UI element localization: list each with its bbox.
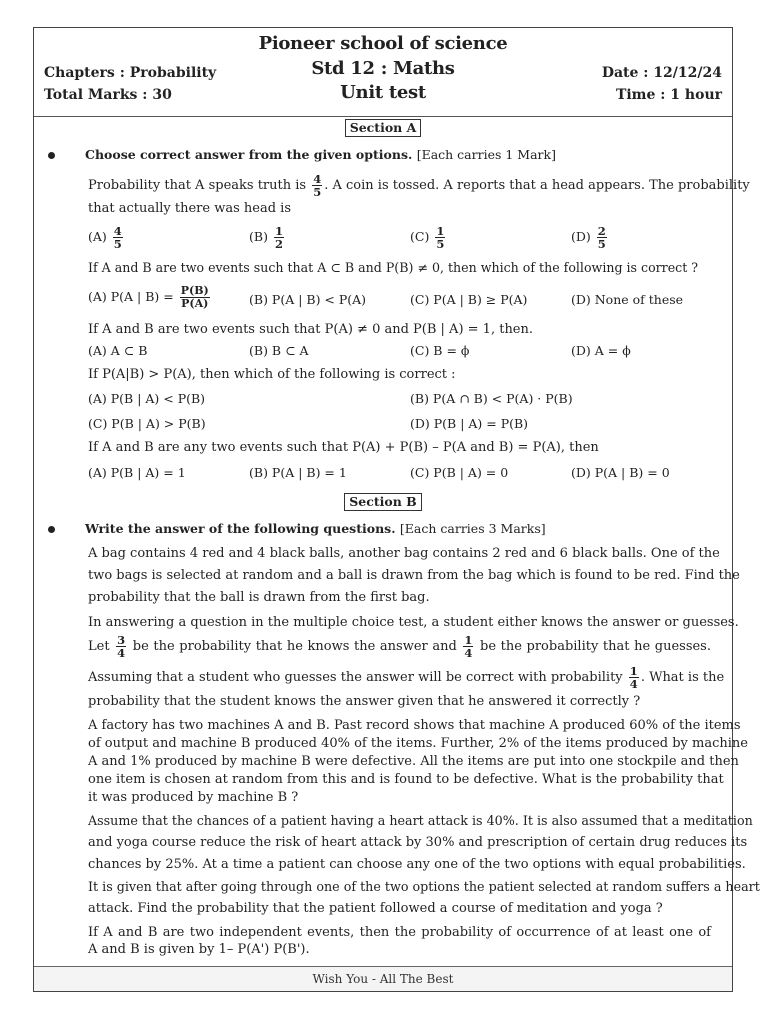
footer: Wish You - All The Best: [34, 966, 732, 991]
sb-q4-line4: It is given that after going through one of the two options the patient selected at random suffers a heart: [88, 879, 760, 894]
bullet-icon: [48, 526, 55, 533]
bullet-icon: [48, 152, 55, 159]
sa-q3-option-a: (A) A ⊂ B: [88, 343, 148, 358]
sa-q2-option-c: (C) P(A | B) ≥ P(A): [410, 292, 528, 307]
sa-q5-text: If A and B are any two events such that P(A) + P(B) – P(A and B) = P(A), then: [88, 440, 599, 455]
time-label: Time : 1 hour: [615, 87, 722, 103]
sa-q2-option-a: (A) P(A | B) = $\frac{P(B)}{P(A)}$: [88, 284, 209, 310]
sa-q3-option-b: (B) B ⊂ A: [249, 343, 309, 358]
sb-q3-line4: one item is chosen at random from this and is found to be defective. What is the probability that: [88, 772, 724, 787]
sb-q1-line1: A bag contains 4 red and 4 black balls, another bag contains 2 red and 6 black balls. One of the: [88, 546, 720, 561]
sb-q4-line2: and yoga course reduce the risk of heart attack by 30% and prescription of certain drug reduces its: [88, 835, 748, 850]
sa-q1-option-b: (B) $\frac{1}{2}$: [249, 224, 283, 251]
sb-q2-line4: probability that the student knows the answer given that he answered it correctly ?: [88, 694, 641, 709]
sb-q5-line2: A and B is given by 1– P(A') P(B').: [88, 942, 310, 957]
sb-q1-line3: probability that the ball is drawn from the first bag.: [88, 590, 430, 605]
total-marks-label: Total Marks : 30: [44, 87, 172, 103]
sa-q3-text: If A and B are two events such that P(A) ≠ 0 and P(B | A) = 1, then.: [88, 322, 534, 337]
standard-subject: Std 12 : Maths: [311, 58, 455, 79]
sb-q2-line1: In answering a question in the multiple choice test, a student either knows the answer or guesses.: [88, 615, 739, 630]
paper-header: [34, 28, 732, 117]
sb-q2-line3: Assuming that a student who guesses the answer will be correct with probability $\frac{1}{4}$ . What is the: [88, 664, 725, 691]
question-paper: [33, 27, 760, 992]
section-a-instruction: Choose correct answer from the given options. [Each carries 1 Mark]: [85, 147, 556, 162]
test-name: Unit test: [340, 82, 426, 103]
chapters-label: Chapters : Probability: [44, 65, 217, 81]
sb-q1-line2: two bags is selected at random and a ball is drawn from the bag which is found to be red. Find the: [88, 568, 740, 583]
sa-q4-option-a: (A) P(B | A) < P(B): [88, 391, 206, 406]
sb-q3-line1: A factory has two machines A and B. Past record shows that machine A produced 60% of the items: [88, 718, 741, 733]
sa-q5-option-c: (C) P(B | A) = 0: [410, 465, 509, 480]
sa-q1-line1: Probability that A speaks truth is $\frac{4}{5}$ . A coin is tossed. A reports that a head appears. The probability: [88, 172, 750, 199]
sa-q1-line2: that actually there was head is: [88, 201, 291, 216]
sb-q4-line3: chances by 25%. At a time a patient can choose any one of the two options with equal probabilities.: [88, 857, 746, 872]
sb-q3-line3: A and 1% produced by machine B were defective. All the items are put into one stockpile and then: [88, 754, 739, 769]
section-b-instruction: Write the answer of the following questions. [Each carries 3 Marks]: [85, 521, 546, 536]
section-a-title: Section A: [34, 119, 732, 137]
sa-q3-option-c: (C) B = ϕ: [410, 343, 470, 358]
sa-q2-option-d: (D) None of these: [571, 292, 684, 307]
sb-q4-line1: Assume that the chances of a patient having a heart attack is 40%. It is also assumed that a meditation: [88, 813, 753, 828]
sa-q1-option-c: (C) $\frac{1}{5}$: [410, 224, 445, 251]
sa-q5-option-d: (D) P(A | B) = 0: [571, 465, 670, 480]
sa-q5-option-a: (A) P(B | A) = 1: [88, 465, 186, 480]
sa-q1-option-a: (A) $\frac{4}{5}$: [88, 224, 122, 251]
sa-q4-text: If P(A|B) > P(A), then which of the following is correct :: [88, 367, 456, 382]
sb-q4-line5: attack. Find the probability that the patient followed a course of meditation and yoga ?: [88, 901, 663, 916]
school-name: Pioneer school of science: [258, 33, 508, 54]
sb-q5-line1: If A and B are two independent events, then the probability of occurrence of at least one of: [88, 925, 711, 940]
sa-q2-option-b: (B) P(A | B) < P(A): [249, 292, 367, 307]
sb-q3-line5: it was produced by machine B ?: [88, 790, 299, 805]
date-label: Date : 12/12/24: [601, 65, 722, 81]
sa-q4-option-b: (B) P(A ∩ B) < P(A) · P(B): [410, 391, 573, 406]
sa-q3-option-d: (D) A = ϕ: [571, 343, 631, 358]
sa-q4-option-d: (D) P(B | A) = P(B): [410, 416, 529, 431]
sb-q2-line2: Let $\frac{3}{4}$ be the probability that he knows the answer and $\frac{1}{4}$ be the probability that he guesses.: [88, 633, 711, 660]
sa-q4-option-c: (C) P(B | A) > P(B): [88, 416, 206, 431]
sa-q5-option-b: (B) P(A | B) = 1: [249, 465, 347, 480]
sa-q1-option-d: (D) $\frac{2}{5}$: [571, 224, 606, 251]
fraction: $\frac{4}{5}$: [313, 172, 322, 199]
sb-q3-line2: of output and machine B produced 40% of the items. Further, 2% of the items produced by machine: [88, 736, 748, 751]
section-b-title: Section B: [34, 493, 732, 511]
sa-q2-text: If A and B are two events such that A ⊂ B and P(B) ≠ 0, then which of the following is correct ?: [88, 260, 699, 275]
